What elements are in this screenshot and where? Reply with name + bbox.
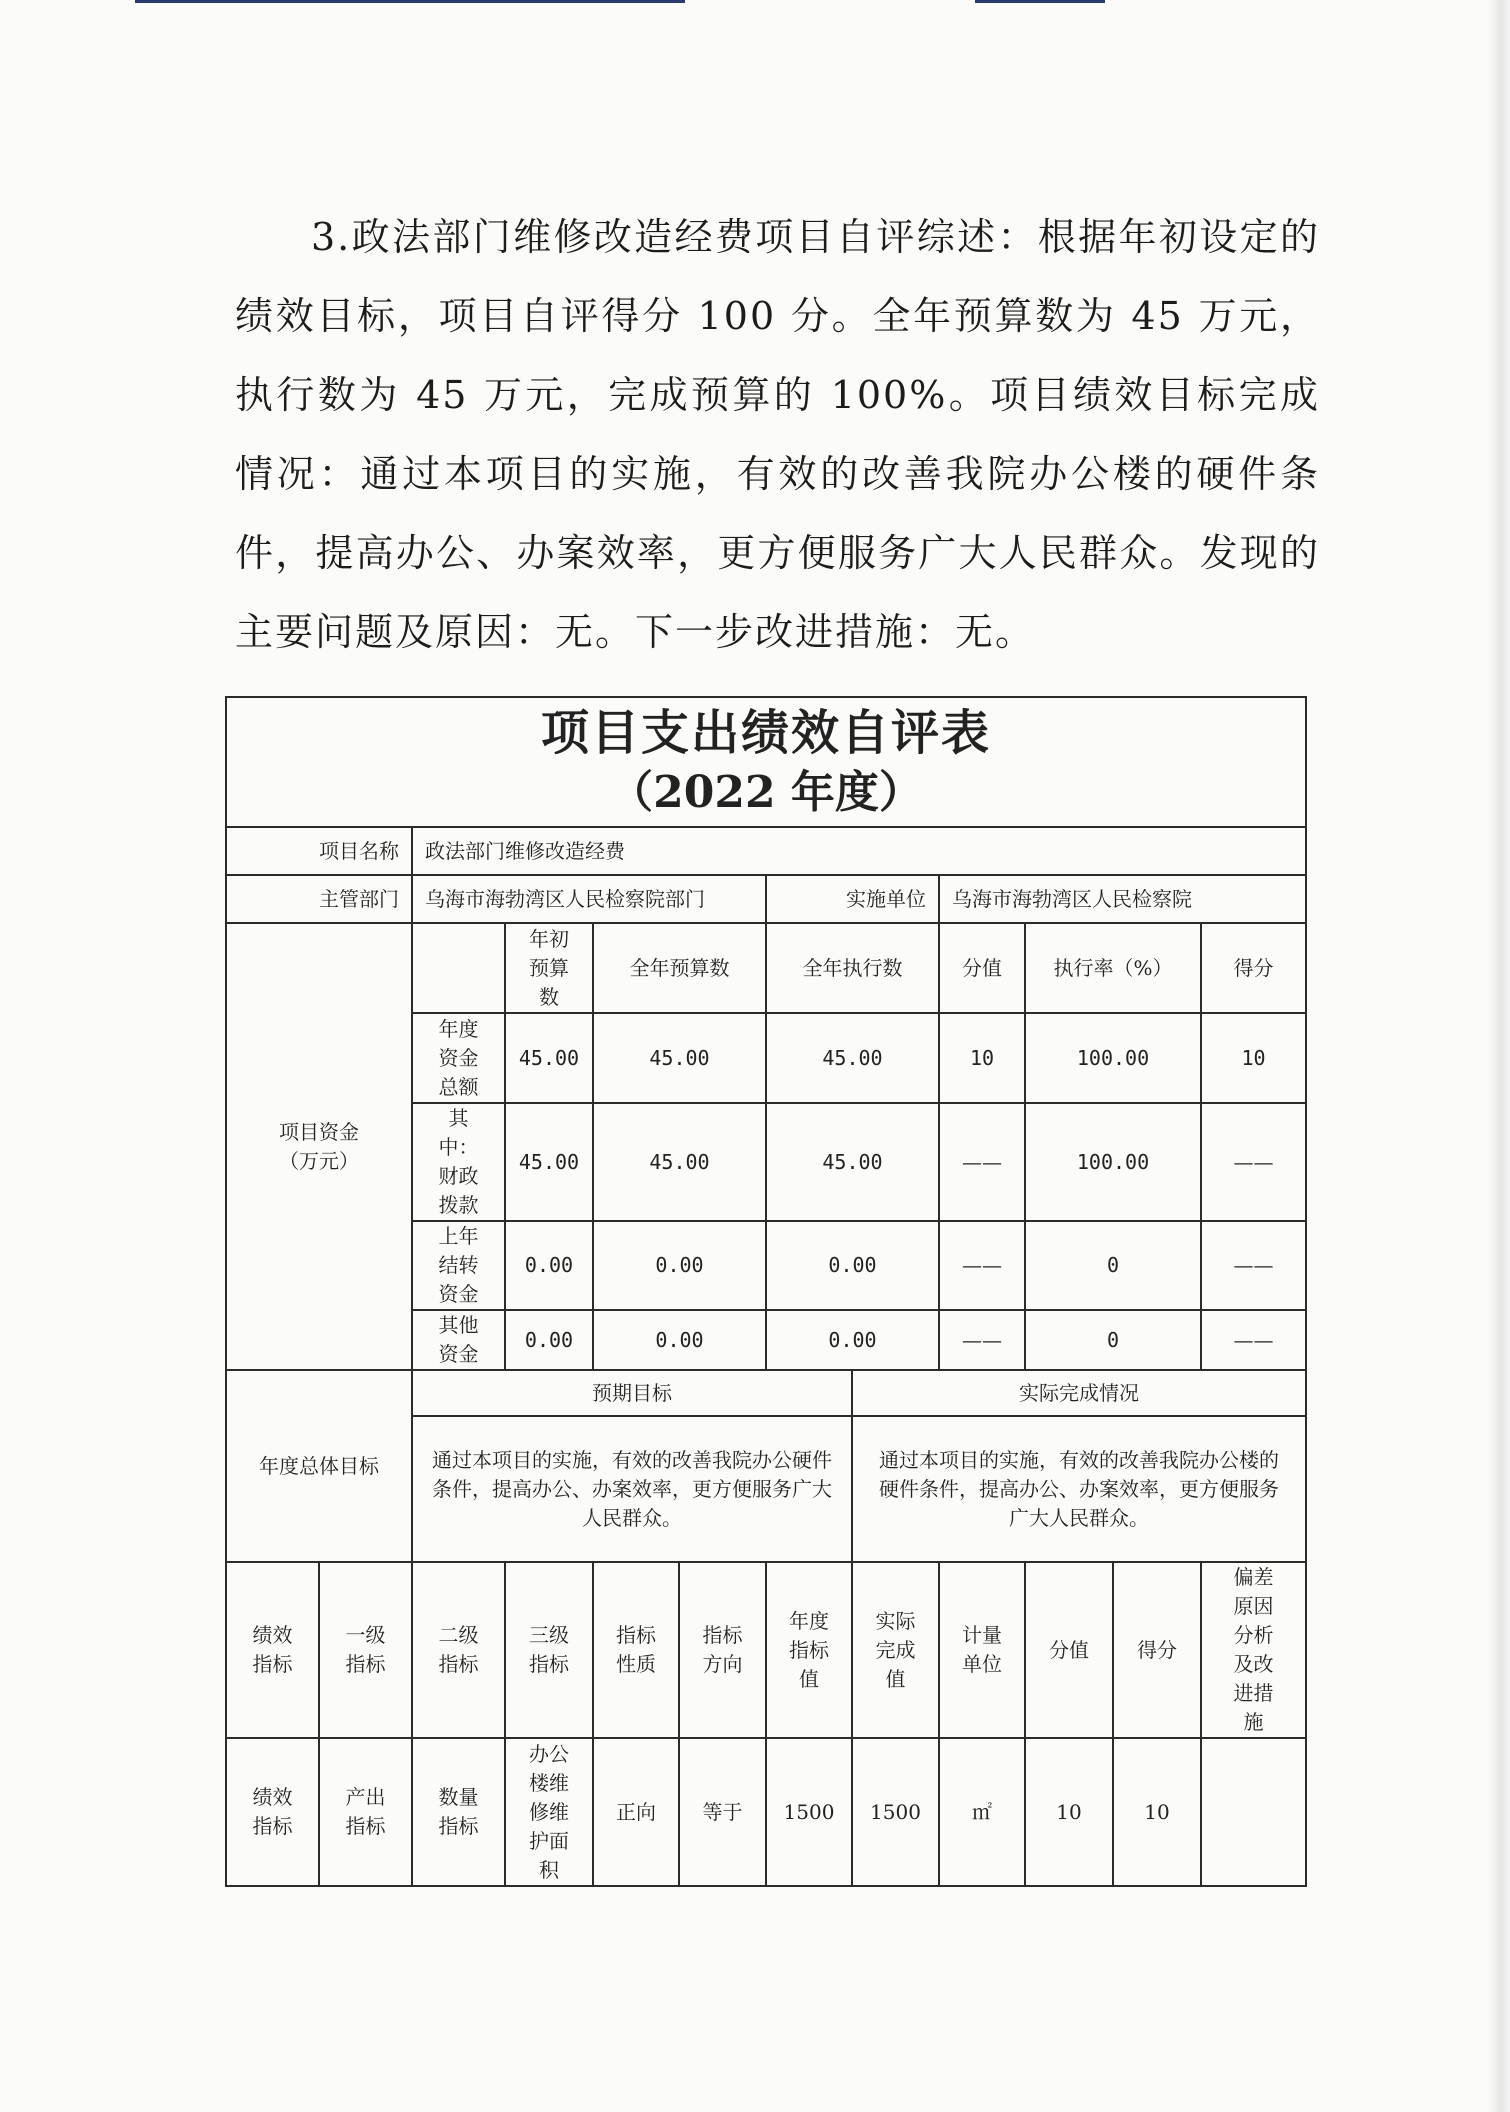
funds-row-carryover-score-value: —— — [939, 1221, 1025, 1310]
actual-completion-text: 通过本项目的实施，有效的改善我院办公楼的硬件条件，提高办公、办案效率，更方便服务广大人民群众。 — [852, 1416, 1306, 1562]
funds-row-total-rate: 100.00 — [1025, 1013, 1201, 1103]
actual-completion-header: 实际完成情况 — [852, 1370, 1306, 1416]
funds-row-carryover-initial: 0.00 — [505, 1221, 593, 1310]
funds-row-total-initial: 45.00 — [505, 1013, 593, 1103]
funds-row-other-exec: 0.00 — [766, 1310, 939, 1370]
funds-row-total-exec: 45.00 — [766, 1013, 939, 1103]
funds-row-other-rate: 0 — [1025, 1310, 1201, 1370]
funds-row-total-score-value: 10 — [939, 1013, 1025, 1103]
expected-goal-text: 通过本项目的实施，有效的改善我院办公硬件条件，提高办公、办案效率，更方便服务广大人民群众。 — [412, 1416, 852, 1562]
impl-label: 实施单位 — [766, 875, 939, 923]
ind-head-remark: 偏差原因分析及改进措施 — [1201, 1562, 1306, 1738]
ind-head-target: 年度指标值 — [766, 1562, 852, 1738]
funds-row-fiscal-score-value: —— — [939, 1103, 1025, 1221]
funds-head-rate: 执行率（%） — [1025, 923, 1201, 1013]
funds-head-initial: 年初预算数 — [505, 923, 593, 1013]
table-title: 项目支出绩效自评表 — [541, 705, 992, 761]
funds-row-carryover-budget: 0.00 — [593, 1221, 766, 1310]
ind-head-nature: 指标性质 — [593, 1562, 679, 1738]
ind-row-level3: 办公楼维修维护面积 — [505, 1738, 593, 1886]
funds-head-budget: 全年预算数 — [593, 923, 766, 1013]
funds-row-fiscal-initial: 45.00 — [505, 1103, 593, 1221]
ind-row-remark — [1201, 1738, 1306, 1886]
annual-goal-label: 年度总体目标 — [226, 1370, 412, 1562]
expected-goal-header: 预期目标 — [412, 1370, 852, 1416]
ind-head-level2: 二级指标 — [412, 1562, 505, 1738]
ind-row-nature: 正向 — [593, 1738, 679, 1886]
dept-label: 主管部门 — [226, 875, 412, 923]
table-year: （2022 年度） — [609, 767, 923, 818]
funds-head-score: 得分 — [1201, 923, 1306, 1013]
ind-head-level1: 一级指标 — [319, 1562, 412, 1738]
project-name-label: 项目名称 — [226, 827, 412, 875]
ind-row-direction: 等于 — [679, 1738, 766, 1886]
funds-row-carryover-exec: 0.00 — [766, 1221, 939, 1310]
ind-row-target: 1500 — [766, 1738, 852, 1886]
funds-row-carryover-label: 上年结转资金 — [412, 1221, 505, 1310]
funds-head-score-value: 分值 — [939, 923, 1025, 1013]
project-summary-paragraph: 3.政法部门维修改造经费项目自评综述：根据年初设定的绩效目标，项目自评得分 100 分。全年预算数为 45 万元，执行数为 45 万元，完成预算的 100%。项目绩效目标完成情况：通过本项目的实施，有效的改善我院办公楼的硬件条件，提高办公、办案效率，更方便服务广大人民群众。发现的主要问题及原因：无。下一步改进措施：无。 — [235, 215, 1320, 654]
funds-row-total-score: 10 — [1201, 1013, 1306, 1103]
ind-row-actual: 1500 — [852, 1738, 939, 1886]
ind-row-level1: 产出指标 — [319, 1738, 412, 1886]
funds-row-fiscal-rate: 100.00 — [1025, 1103, 1201, 1221]
ind-head-actual: 实际完成值 — [852, 1562, 939, 1738]
ind-row-score: 10 — [1113, 1738, 1201, 1886]
ind-head-score-value: 分值 — [1025, 1562, 1113, 1738]
ind-head-perf: 绩效指标 — [226, 1562, 319, 1738]
scan-mark-top-left — [135, 0, 685, 3]
funds-row-fiscal-score: —— — [1201, 1103, 1306, 1221]
ind-head-unit: 计量单位 — [939, 1562, 1025, 1738]
ind-row-score-value: 10 — [1025, 1738, 1113, 1886]
funds-row-total-label: 年度资金总额 — [412, 1013, 505, 1103]
ind-head-score: 得分 — [1113, 1562, 1201, 1738]
ind-row-perf: 绩效指标 — [226, 1738, 319, 1886]
scan-mark-top-right — [975, 0, 1105, 3]
project-name-value: 政法部门维修改造经费 — [412, 827, 1306, 875]
funds-row-fiscal-budget: 45.00 — [593, 1103, 766, 1221]
funds-row-carryover-score: —— — [1201, 1221, 1306, 1310]
funds-row-other-label: 其他资金 — [412, 1310, 505, 1370]
ind-head-direction: 指标方向 — [679, 1562, 766, 1738]
funds-head-exec: 全年执行数 — [766, 923, 939, 1013]
funds-label: 项目资金（万元） — [226, 923, 412, 1370]
funds-row-other-score-value: —— — [939, 1310, 1025, 1370]
dept-value: 乌海市海勃湾区人民检察院部门 — [412, 875, 766, 923]
funds-row-fiscal-label: 其中：财政拨款 — [412, 1103, 505, 1221]
funds-row-other-score: —— — [1201, 1310, 1306, 1370]
impl-value: 乌海市海勃湾区人民检察院 — [939, 875, 1306, 923]
table-title-cell — [226, 697, 1306, 827]
funds-row-fiscal-exec: 45.00 — [766, 1103, 939, 1221]
ind-row-unit: ㎡ — [939, 1738, 1025, 1886]
funds-row-other-initial: 0.00 — [505, 1310, 593, 1370]
scan-right-edge — [1488, 0, 1510, 2112]
performance-self-evaluation-table — [225, 696, 1307, 1887]
funds-head-blank — [412, 923, 505, 1013]
funds-row-total-budget: 45.00 — [593, 1013, 766, 1103]
funds-row-carryover-rate: 0 — [1025, 1221, 1201, 1310]
ind-head-level3: 三级指标 — [505, 1562, 593, 1738]
ind-row-level2: 数量指标 — [412, 1738, 505, 1886]
funds-row-other-budget: 0.00 — [593, 1310, 766, 1370]
